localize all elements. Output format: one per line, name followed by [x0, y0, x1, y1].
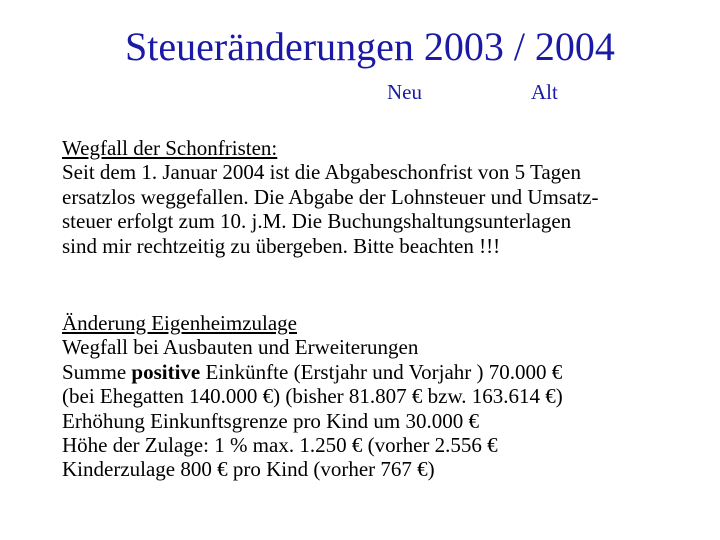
text-line: Wegfall bei Ausbauten und Erweiterungen — [62, 335, 419, 360]
text-line: Seit dem 1. Januar 2004 ist die Abgabeschonfrist von 5 Tagen — [62, 160, 581, 185]
section-heading-schonfristen: Wegfall der Schonfristen: — [62, 136, 278, 160]
text-fragment: Summe — [62, 359, 132, 384]
text-line: Erhöhung Einkunftsgrenze pro Kind um 30.000 € — [62, 408, 480, 433]
text-fragment: Einkünfte (Erstjahr und Vorjahr ) 70.000 € — [200, 359, 563, 384]
emphasis-positive: positive — [131, 359, 201, 384]
text-line: sind mir rechtzeitig zu übergeben. Bitte beachten !!! — [62, 233, 501, 258]
column-label-old: Alt — [531, 80, 558, 104]
column-label-new: Neu — [387, 80, 422, 104]
slide-title: Steueränderungen 2003 / 2004 — [125, 24, 615, 69]
section-schonfristen — [62, 136, 712, 258]
text-line: Kinderzulage 800 € pro Kind (vorher 767 €) — [62, 457, 435, 482]
text-line: steuer erfolgt zum 10. j.M. Die Buchungshaltungsunterlagen — [62, 209, 572, 234]
text-line: Höhe der Zulage: 1 % max. 1.250 € (vorher 2.556 € — [62, 433, 498, 458]
text-line: (bei Ehegatten 140.000 €) (bisher 81.807 € bzw. 163.614 €) — [62, 384, 563, 409]
section-eigenheimzulage — [62, 311, 712, 482]
text-line: ersatzlos weggefallen. Die Abgabe der Lohnsteuer und Umsatz- — [62, 184, 599, 209]
text-line-income — [62, 360, 712, 384]
section-heading-eigenheimzulage: Änderung Eigenheimzulage — [62, 311, 297, 335]
